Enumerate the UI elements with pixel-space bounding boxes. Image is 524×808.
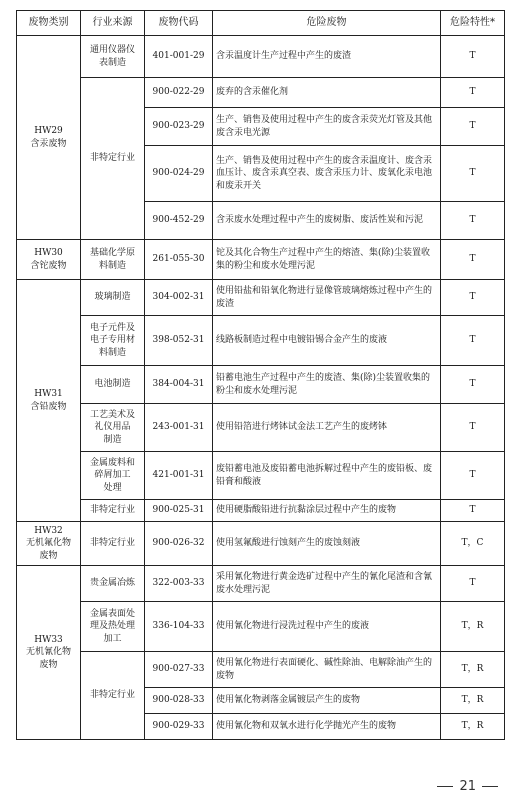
waste-cell: 使用铅箔进行烤钵试金法工艺产生的废烤钵 bbox=[213, 404, 441, 452]
category-cell: HW32 无机氟化物 废物 bbox=[17, 522, 81, 566]
source-cell: 金属表面处 理及热处理 加工 bbox=[81, 602, 145, 652]
hazard-cell: T bbox=[441, 280, 505, 316]
hazard-cell: T bbox=[441, 36, 505, 78]
code-cell: 398-052-31 bbox=[145, 316, 213, 366]
header-waste: 危险废物 bbox=[213, 11, 441, 36]
code-cell: 261-055-30 bbox=[145, 240, 213, 280]
page-number-value: 21 bbox=[459, 779, 476, 794]
hazard-cell: T bbox=[441, 108, 505, 146]
code-cell: 900-025-31 bbox=[145, 500, 213, 522]
waste-cell: 生产、销售及使用过程中产生的废含汞温度计、废含汞血压计、废含汞真空表、废含汞压力计、废氧化汞电池和废汞开关 bbox=[213, 146, 441, 202]
table-row bbox=[17, 240, 505, 280]
page-number-dash-right bbox=[482, 786, 498, 787]
table-row bbox=[17, 602, 505, 652]
hazard-cell: T bbox=[441, 366, 505, 404]
category-cell: HW29 含汞废物 bbox=[17, 36, 81, 240]
hazard-cell: T，R bbox=[441, 602, 505, 652]
table-row bbox=[17, 404, 505, 452]
code-cell: 900-024-29 bbox=[145, 146, 213, 202]
hazard-cell: T bbox=[441, 202, 505, 240]
waste-cell: 废铅蓄电池及废铅蓄电池拆解过程中产生的废铅板、废铅膏和酸液 bbox=[213, 452, 441, 500]
code-cell: 900-022-29 bbox=[145, 78, 213, 108]
category-cell: HW33 无机氰化物 废物 bbox=[17, 566, 81, 740]
hazard-cell: T bbox=[441, 404, 505, 452]
code-cell: 900-028-33 bbox=[145, 688, 213, 714]
hazard-cell: T bbox=[441, 78, 505, 108]
code-cell: 322-003-33 bbox=[145, 566, 213, 602]
code-cell: 336-104-33 bbox=[145, 602, 213, 652]
hazard-cell: T，R bbox=[441, 688, 505, 714]
hazard-cell: T，R bbox=[441, 652, 505, 688]
page-number-dash-left bbox=[437, 786, 453, 787]
waste-cell: 使用氢氟酸进行蚀刻产生的废蚀刻液 bbox=[213, 522, 441, 566]
source-cell: 金属废料和 碎屑加工 处理 bbox=[81, 452, 145, 500]
hazard-cell: T bbox=[441, 566, 505, 602]
waste-cell: 使用氰化物和双氧水进行化学抛光产生的废物 bbox=[213, 714, 441, 740]
waste-cell: 采用氰化物进行黄金选矿过程中产生的氰化尾渣和含氰废水处理污泥 bbox=[213, 566, 441, 602]
waste-cell: 使用氰化物进行表面硬化、碱性除油、电解除油产生的废物 bbox=[213, 652, 441, 688]
waste-cell: 铊及其化合物生产过程中产生的熔渣、集(除)尘装置收集的粉尘和废水处理污泥 bbox=[213, 240, 441, 280]
source-cell: 贵金属冶炼 bbox=[81, 566, 145, 602]
category-cell: HW31 含铅废物 bbox=[17, 280, 81, 522]
code-cell: 304-002-31 bbox=[145, 280, 213, 316]
source-cell: 电池制造 bbox=[81, 366, 145, 404]
source-cell: 基础化学原 料制造 bbox=[81, 240, 145, 280]
table-row bbox=[17, 366, 505, 404]
hazardous-waste-table bbox=[16, 10, 505, 740]
source-cell: 非特定行业 bbox=[81, 522, 145, 566]
hazard-cell: T bbox=[441, 240, 505, 280]
waste-cell: 使用氰化物进行浸洗过程中产生的废液 bbox=[213, 602, 441, 652]
table-header-row bbox=[17, 11, 505, 36]
table-row bbox=[17, 78, 505, 108]
hazard-cell: T，C bbox=[441, 522, 505, 566]
hazard-cell: T bbox=[441, 500, 505, 522]
category-cell: HW30 含铊废物 bbox=[17, 240, 81, 280]
waste-cell: 使用铅盐和铅氧化物进行显像管玻璃熔炼过程中产生的废渣 bbox=[213, 280, 441, 316]
code-cell: 243-001-31 bbox=[145, 404, 213, 452]
table-row bbox=[17, 452, 505, 500]
table-row bbox=[17, 280, 505, 316]
waste-cell: 生产、销售及使用过程中产生的废含汞荧光灯管及其他废含汞电光源 bbox=[213, 108, 441, 146]
waste-cell: 铅蓄电池生产过程中产生的废渣、集(除)尘装置收集的粉尘和废水处理污泥 bbox=[213, 366, 441, 404]
header-hazard: 危险特性* bbox=[441, 11, 505, 36]
table-row bbox=[17, 316, 505, 366]
table-row bbox=[17, 566, 505, 602]
source-cell: 非特定行业 bbox=[81, 652, 145, 740]
waste-cell: 废弃的含汞催化剂 bbox=[213, 78, 441, 108]
source-cell: 非特定行业 bbox=[81, 500, 145, 522]
source-cell: 工艺美术及 礼仪用品 制造 bbox=[81, 404, 145, 452]
code-cell: 900-452-29 bbox=[145, 202, 213, 240]
source-cell: 玻璃制造 bbox=[81, 280, 145, 316]
code-cell: 900-029-33 bbox=[145, 714, 213, 740]
table-row bbox=[17, 36, 505, 78]
waste-cell: 使用氰化物剥落金属镀层产生的废物 bbox=[213, 688, 441, 714]
source-cell: 通用仪器仪 表制造 bbox=[81, 36, 145, 78]
hazard-cell: T，R bbox=[441, 714, 505, 740]
waste-cell: 含汞废水处理过程中产生的废树脂、废活性炭和污泥 bbox=[213, 202, 441, 240]
header-source: 行业来源 bbox=[81, 11, 145, 36]
table-row bbox=[17, 522, 505, 566]
waste-cell: 含汞温度计生产过程中产生的废渣 bbox=[213, 36, 441, 78]
source-cell: 电子元件及 电子专用材 料制造 bbox=[81, 316, 145, 366]
waste-cell: 使用硬脂酸铅进行抗黏涂层过程中产生的废物 bbox=[213, 500, 441, 522]
table-row bbox=[17, 652, 505, 688]
page-number bbox=[431, 779, 504, 794]
code-cell: 900-027-33 bbox=[145, 652, 213, 688]
code-cell: 900-023-29 bbox=[145, 108, 213, 146]
code-cell: 900-026-32 bbox=[145, 522, 213, 566]
code-cell: 384-004-31 bbox=[145, 366, 213, 404]
hazard-cell: T bbox=[441, 146, 505, 202]
source-cell: 非特定行业 bbox=[81, 78, 145, 240]
code-cell: 421-001-31 bbox=[145, 452, 213, 500]
waste-cell: 线路板制造过程中电镀铅锡合金产生的废液 bbox=[213, 316, 441, 366]
code-cell: 401-001-29 bbox=[145, 36, 213, 78]
header-category: 废物类别 bbox=[17, 11, 81, 36]
hazard-cell: T bbox=[441, 316, 505, 366]
hazard-cell: T bbox=[441, 452, 505, 500]
header-code: 废物代码 bbox=[145, 11, 213, 36]
table-row bbox=[17, 500, 505, 522]
